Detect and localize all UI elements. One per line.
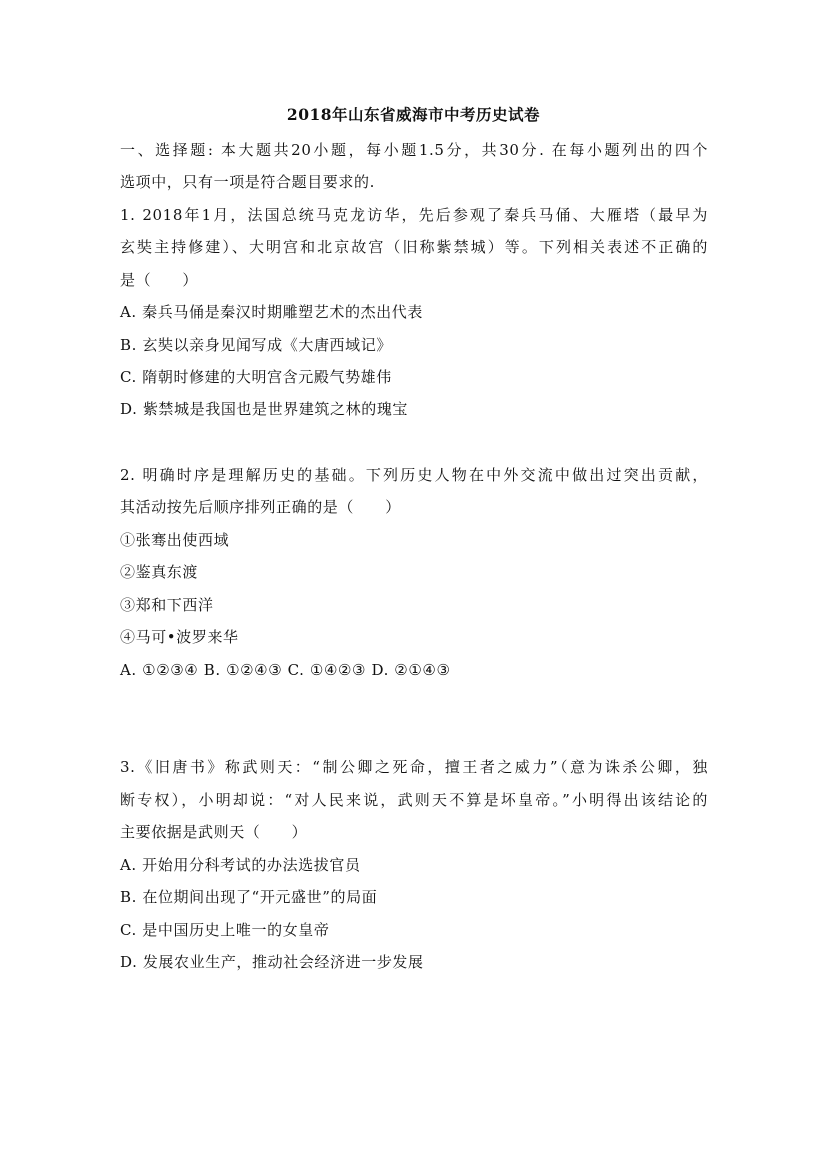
question-2-item: ③郑和下西洋 [120,596,214,614]
question-3-stem: 主要依据是武则天（ ） [120,823,308,841]
question-1-option-b: B. 玄奘以亲身见闻写成《大唐西域记》 [120,336,392,354]
question-2-item: ②鉴真东渡 [120,563,199,581]
question-2-item: ④马可•波罗来华 [120,628,239,646]
page-title: 2018年山东省威海市中考历史试卷 [286,105,541,124]
question-1-stem: 是（ ） [120,271,199,289]
question-3-option-d: D. 发展农业生产，推动社会经济进一步发展 [120,953,424,971]
section-intro-line: 选项中，只有一项是符合题目要求的. [120,173,375,191]
question-1-option-d: D. 紫禁城是我国也是世界建筑之林的瑰宝 [120,400,409,418]
question-1-option-a: A. 秦兵马俑是秦汉时期雕塑艺术的杰出代表 [120,303,423,321]
question-1-stem: 1. 2018年1月，法国总统马克龙访华，先后参观了秦兵马俑、大雁塔（最早为 [120,206,708,224]
section-intro-line: 一、选择题: 本大题共20小题，每小题1.5分，共30分. 在每小题列出的四个 [120,141,708,159]
question-2-options: A. ①②③④ B. ①②④③ C. ①④②③ D. ②①④③ [120,661,451,679]
question-2-item: ①张骞出使西域 [120,531,230,549]
question-3-stem: 断专权），小明却说：“对人民来说，武则天不算是坏皇帝。”小明得出该结论的 [120,791,708,809]
question-1-option-c: C. 隋朝时修建的大明宫含元殿气势雄伟 [120,368,392,386]
question-1-stem: 玄奘主持修建）、大明宫和北京故宫（旧称紫禁城）等。下列相关表述不正确的 [120,238,708,256]
question-3-option-c: C. 是中国历史上唯一的女皇帝 [120,921,330,939]
question-3-option-b: B. 在位期间出现了“开元盛世”的局面 [120,888,378,906]
question-2-stem: 其活动按先后顺序排列正确的是（ ） [120,498,401,516]
question-3-stem: 3.《旧唐书》称武则天：“制公卿之死命，擅王者之威力”（意为诛杀公卿，独 [120,758,708,776]
question-2-stem: 2. 明确时序是理解历史的基础。下列历史人物在中外交流中做出过突出贡献， [120,466,708,484]
question-3-option-a: A. 开始用分科考试的办法选拔官员 [120,856,361,874]
